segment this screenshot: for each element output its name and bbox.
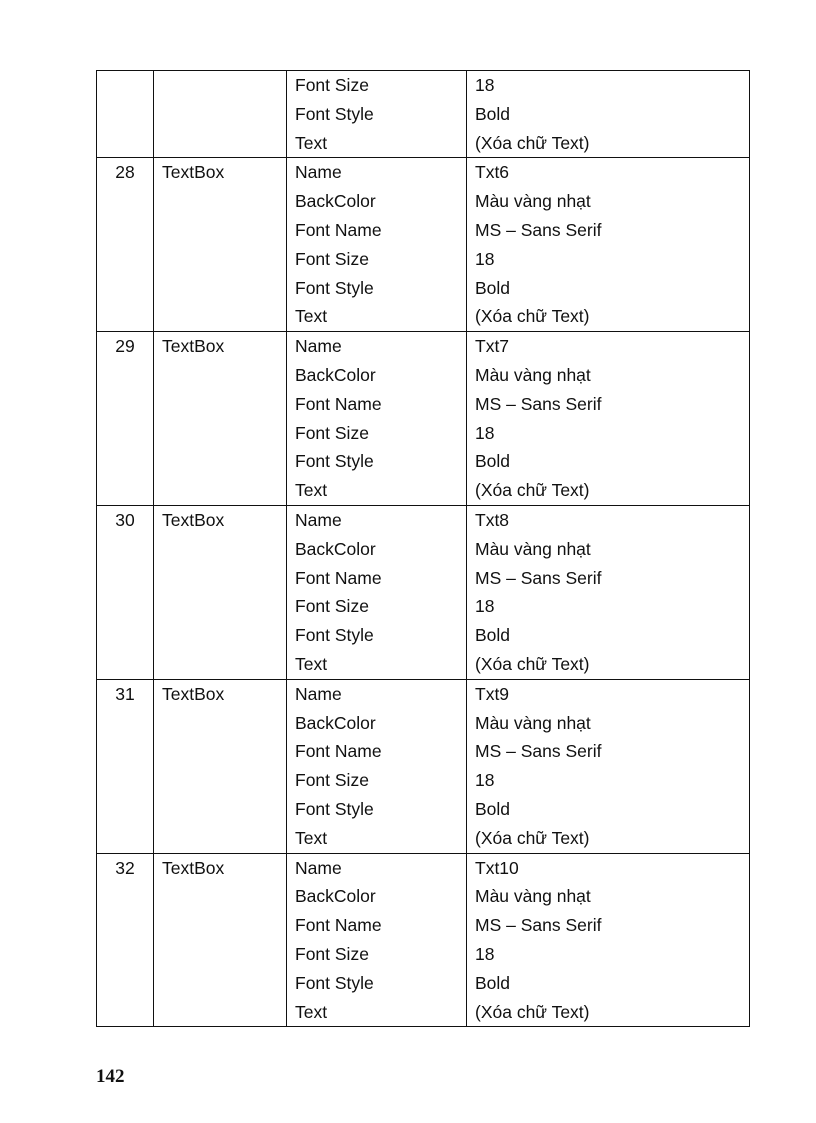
value-list [467, 853, 750, 1027]
property-value: (Xóa chữ Text) [475, 827, 590, 848]
property-value: MS – Sans Serif [475, 915, 602, 936]
property-value: Bold [475, 277, 511, 298]
property-name: BackColor [295, 364, 376, 385]
property-value: 18 [475, 422, 495, 443]
property-value: 18 [475, 596, 495, 617]
value-list [467, 71, 750, 158]
property-value: Màu vàng nhạt [475, 886, 591, 907]
property-name: Font Style [295, 451, 374, 472]
property-value: 18 [475, 248, 495, 269]
property-value: 18 [475, 75, 495, 95]
property-name: BackColor [295, 712, 376, 733]
property-value: (Xóa chữ Text) [475, 306, 590, 327]
property-name: Font Name [295, 219, 382, 240]
row-number: 32 [97, 853, 154, 1027]
table-row [97, 71, 750, 158]
property-name: Name [295, 509, 342, 530]
property-name: Text [295, 1001, 328, 1022]
row-number: 29 [97, 332, 154, 506]
property-name: Font Style [295, 277, 374, 298]
property-value: (Xóa chữ Text) [475, 480, 590, 501]
property-value: MS – Sans Serif [475, 393, 602, 414]
property-name: Font Name [295, 741, 382, 762]
row-number: 28 [97, 158, 154, 332]
property-value: (Xóa chữ Text) [475, 132, 590, 153]
property-name: Name [295, 162, 342, 183]
row-number: 30 [97, 505, 154, 679]
property-value: Bold [475, 451, 511, 472]
row-number: 31 [97, 679, 154, 853]
property-list [287, 158, 467, 332]
property-value: MS – Sans Serif [475, 741, 602, 762]
property-value: Màu vàng nhạt [475, 364, 591, 385]
property-name: Text [295, 653, 328, 674]
property-name: Font Size [295, 596, 369, 617]
property-value: Bold [475, 625, 511, 646]
property-name: Font Size [295, 770, 369, 791]
control-type: TextBox [154, 332, 287, 506]
table-row [97, 505, 750, 679]
property-name: BackColor [295, 886, 376, 907]
page-number: 142 [96, 1066, 125, 1087]
property-value: Txt8 [475, 509, 510, 530]
property-value: Txt7 [475, 336, 510, 357]
property-name: Font Name [295, 393, 382, 414]
property-value: Màu vàng nhạt [475, 538, 591, 559]
row-number [97, 71, 154, 158]
property-list [287, 679, 467, 853]
property-list [287, 332, 467, 506]
table-row [97, 679, 750, 853]
property-name: BackColor [295, 191, 376, 212]
property-name: Text [295, 306, 328, 327]
property-value: Màu vàng nhạt [475, 191, 591, 212]
property-value: Màu vàng nhạt [475, 712, 591, 733]
property-value: Txt9 [475, 683, 510, 704]
property-value: (Xóa chữ Text) [475, 1001, 590, 1022]
property-value: MS – Sans Serif [475, 567, 602, 588]
value-list [467, 679, 750, 853]
table-row [97, 853, 750, 1027]
property-name: Font Style [295, 625, 374, 646]
property-name: Font Size [295, 75, 369, 95]
property-value: 18 [475, 943, 495, 964]
property-value: MS – Sans Serif [475, 219, 602, 240]
property-value: 18 [475, 770, 495, 791]
control-type: TextBox [154, 853, 287, 1027]
property-value: Bold [475, 972, 511, 993]
property-list [287, 853, 467, 1027]
property-name: Font Name [295, 567, 382, 588]
property-name: Font Style [295, 103, 374, 124]
property-name: Text [295, 480, 328, 501]
property-name: Font Name [295, 915, 382, 936]
table-row [97, 158, 750, 332]
property-name: Font Size [295, 248, 369, 269]
property-name: Name [295, 336, 342, 357]
property-name: BackColor [295, 538, 376, 559]
property-name: Font Style [295, 972, 374, 993]
control-type [154, 71, 287, 158]
property-table [96, 70, 750, 1027]
value-list [467, 332, 750, 506]
property-value: Txt6 [475, 162, 510, 183]
control-type: TextBox [154, 679, 287, 853]
property-value: (Xóa chữ Text) [475, 653, 590, 674]
value-list [467, 158, 750, 332]
property-name: Text [295, 827, 328, 848]
property-list [287, 71, 467, 158]
property-value: Bold [475, 103, 511, 124]
control-type: TextBox [154, 158, 287, 332]
property-name: Name [295, 683, 342, 704]
property-name: Text [295, 132, 328, 153]
property-value: Bold [475, 798, 511, 819]
property-name: Font Size [295, 943, 369, 964]
property-value: Txt10 [475, 857, 519, 878]
property-name: Font Style [295, 798, 374, 819]
property-name: Name [295, 857, 342, 878]
value-list [467, 505, 750, 679]
property-list [287, 505, 467, 679]
property-name: Font Size [295, 422, 369, 443]
table-row [97, 332, 750, 506]
control-type: TextBox [154, 505, 287, 679]
